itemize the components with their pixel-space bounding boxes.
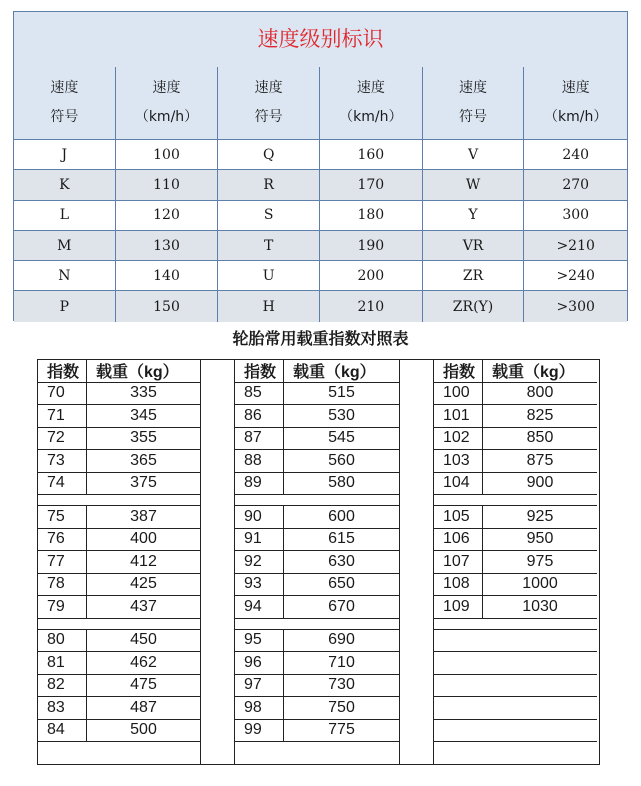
load-index-cell: 106 — [434, 529, 483, 551]
speed-value-cell: 200 — [320, 261, 423, 290]
load-table-row — [38, 473, 200, 496]
load-index-cell: 87 — [235, 428, 284, 450]
load-kg-cell: 437 — [130, 597, 157, 615]
load-index-cell: 71 — [38, 405, 87, 427]
load-table-row — [434, 529, 597, 552]
load-kg-cell: 850 — [526, 429, 554, 447]
load-kg-cell: 487 — [130, 698, 157, 716]
group-separator — [434, 619, 597, 630]
load-index-cell: 104 — [434, 473, 483, 495]
load-index-cell: 78 — [38, 574, 87, 596]
speed-value-cell: 150 — [116, 291, 219, 321]
load-index-cell: 98 — [235, 697, 284, 719]
column-gap — [399, 360, 434, 764]
load-index-cell: 109 — [434, 596, 483, 618]
speed-symbol-cell: V — [423, 140, 525, 169]
load-index-cell: 76 — [38, 529, 87, 551]
load-kg-cell: 690 — [328, 631, 355, 649]
header-index: 指数 — [38, 360, 87, 382]
speed-symbol-cell: N — [14, 261, 116, 290]
load-index-cell: 101 — [434, 405, 483, 427]
group-separator — [235, 619, 399, 630]
load-index-cell: 89 — [235, 473, 284, 495]
speed-symbol-cell: J — [14, 140, 116, 169]
load-kg-cell: 530 — [328, 406, 355, 424]
load-kg-cell: 545 — [328, 429, 355, 447]
speed-symbol-cell: W — [423, 170, 525, 199]
speed-symbol-cell: H — [218, 291, 320, 321]
load-table-header — [38, 360, 200, 383]
load-table-row — [38, 383, 200, 406]
header-line: 速度 — [152, 80, 181, 96]
load-index-cell: 103 — [434, 450, 483, 472]
header-line: 符号 — [50, 109, 79, 125]
load-index-cell: 85 — [235, 383, 284, 405]
speed-value-cell: >240 — [556, 267, 595, 284]
group-separator — [38, 495, 200, 506]
load-table-row — [235, 383, 399, 406]
load-kg-cell: 375 — [130, 474, 157, 492]
load-table-row — [38, 405, 200, 428]
load-index-cell: 83 — [38, 697, 87, 719]
load-kg-cell: 875 — [526, 451, 554, 469]
speed-table-body — [14, 140, 627, 322]
load-table-row — [38, 450, 200, 473]
load-kg-cell: 650 — [328, 575, 355, 593]
load-table-row — [434, 596, 597, 619]
load-index-cell: 73 — [38, 450, 87, 472]
load-kg-cell: 600 — [328, 507, 355, 525]
load-kg-cell: 412 — [130, 552, 157, 570]
load-kg-cell: 750 — [328, 698, 355, 716]
load-index-cell: 75 — [38, 506, 87, 528]
load-table-row — [434, 473, 597, 496]
load-index-cell: 80 — [38, 630, 87, 652]
load-table-row — [434, 720, 597, 743]
load-kg-cell: 975 — [526, 552, 554, 570]
load-table-row — [235, 596, 399, 619]
load-kg-cell: 335 — [130, 384, 157, 402]
load-table-row — [235, 506, 399, 529]
load-kg-cell: 710 — [328, 653, 355, 671]
load-column-group — [38, 360, 200, 764]
load-index-cell: 88 — [235, 450, 284, 472]
load-table-row — [434, 630, 597, 653]
load-index-cell: 97 — [235, 675, 284, 697]
speed-symbol-cell: K — [14, 170, 116, 199]
speed-value-cell: 160 — [320, 140, 423, 169]
load-kg-cell: 400 — [130, 530, 157, 548]
load-table-row — [434, 697, 597, 720]
load-index-cell: 79 — [38, 596, 87, 618]
load-table-row — [235, 574, 399, 597]
load-column-group — [434, 360, 597, 764]
header-speed-symbol — [218, 67, 320, 139]
speed-symbol-cell: ZR(Y) — [423, 291, 525, 321]
header-index: 指数 — [235, 360, 284, 382]
load-index-cell: 102 — [434, 428, 483, 450]
group-separator — [434, 495, 597, 506]
speed-table-row — [14, 291, 627, 321]
load-index-cell: 81 — [38, 652, 87, 674]
group-separator — [235, 495, 399, 506]
load-kg-cell: 475 — [130, 676, 157, 694]
speed-symbol-cell: U — [218, 261, 320, 290]
load-table-row — [235, 720, 399, 743]
header-speed-kmh — [116, 67, 219, 139]
header-index: 指数 — [434, 360, 483, 382]
load-table-row — [434, 450, 597, 473]
speed-value-cell: 270 — [562, 176, 590, 193]
load-table-row — [38, 720, 200, 743]
speed-symbol-cell: M — [14, 231, 116, 260]
speed-value-cell: 240 — [562, 146, 590, 163]
load-index-cell: 100 — [434, 383, 483, 405]
speed-symbol-cell: ZR — [423, 261, 525, 290]
header-load: 载重（kg） — [293, 364, 376, 382]
load-index-cell: 72 — [38, 428, 87, 450]
load-index-cell: 92 — [235, 551, 284, 573]
header-line: （km/h） — [544, 109, 608, 125]
header-line: 速度 — [50, 80, 79, 96]
speed-table-row — [14, 170, 627, 200]
header-line: 速度 — [561, 80, 590, 96]
speed-value-cell: 180 — [320, 201, 423, 230]
load-index-cell: 77 — [38, 551, 87, 573]
load-kg-cell: 355 — [130, 429, 157, 447]
speed-table-row — [14, 261, 627, 291]
speed-symbol-cell: L — [14, 201, 116, 230]
speed-value-cell: >300 — [556, 298, 595, 315]
speed-value-cell: 170 — [320, 170, 423, 199]
speed-value-cell: 130 — [116, 231, 219, 260]
header-speed-symbol — [423, 67, 525, 139]
load-kg-cell: 1000 — [522, 575, 558, 593]
header-line: 速度 — [459, 80, 488, 96]
header-line: 符号 — [254, 109, 283, 125]
load-index-cell: 108 — [434, 574, 483, 596]
speed-value-cell: 110 — [116, 170, 219, 199]
load-table-title: 轮胎常用载重指数对照表 — [232, 329, 409, 348]
speed-symbol-cell: Q — [218, 140, 320, 169]
load-kg-cell: 450 — [130, 631, 157, 649]
speed-value-cell: 300 — [562, 207, 590, 224]
load-kg-cell: 950 — [526, 530, 554, 548]
load-kg-cell: 580 — [328, 474, 355, 492]
load-kg-cell: 825 — [526, 406, 554, 424]
column-gap — [200, 360, 235, 764]
speed-rating-table — [13, 11, 628, 321]
load-index-cell: 105 — [434, 506, 483, 528]
load-index-cell: 95 — [235, 630, 284, 652]
load-table-row — [235, 473, 399, 496]
load-table-row — [434, 506, 597, 529]
load-table-row — [434, 652, 597, 675]
load-index-cell: 70 — [38, 383, 87, 405]
load-kg-cell: 500 — [130, 721, 157, 739]
load-table-row — [235, 675, 399, 698]
speed-symbol-cell: Y — [423, 201, 525, 230]
load-column-group — [235, 360, 399, 764]
load-index-cell: 99 — [235, 720, 284, 742]
load-index-cell: 86 — [235, 405, 284, 427]
load-kg-cell: 925 — [526, 507, 554, 525]
load-table-row — [38, 596, 200, 619]
speed-table-row — [14, 201, 627, 231]
load-table-row — [38, 529, 200, 552]
speed-symbol-cell: S — [218, 201, 320, 230]
load-table-row — [38, 630, 200, 653]
speed-value-cell: 100 — [116, 140, 219, 169]
load-table-row — [434, 551, 597, 574]
load-table-row — [235, 450, 399, 473]
load-kg-cell: 387 — [130, 507, 157, 525]
load-table-row — [38, 551, 200, 574]
load-table-row — [434, 405, 597, 428]
load-kg-cell: 425 — [130, 575, 157, 593]
speed-symbol-cell: T — [218, 231, 320, 260]
load-table-row — [434, 675, 597, 698]
load-kg-cell: 775 — [328, 721, 355, 739]
load-kg-cell: 1030 — [522, 597, 558, 615]
speed-table-row — [14, 140, 627, 170]
load-table-row — [38, 697, 200, 720]
load-kg-cell: 730 — [328, 676, 355, 694]
load-table-row — [434, 428, 597, 451]
load-index-table — [37, 359, 600, 765]
load-kg-cell: 365 — [130, 451, 157, 469]
speed-value-cell: >210 — [556, 237, 595, 254]
load-index-cell: 84 — [38, 720, 87, 742]
load-table-header — [235, 360, 399, 383]
header-speed-symbol — [14, 67, 116, 139]
header-line: 符号 — [459, 109, 488, 125]
load-table-row — [235, 630, 399, 653]
load-index-cell: 93 — [235, 574, 284, 596]
header-load: 载重（kg） — [96, 364, 179, 382]
load-table-row — [434, 383, 597, 406]
load-table-row — [38, 506, 200, 529]
load-index-cell: 90 — [235, 506, 284, 528]
speed-value-cell: 210 — [320, 291, 423, 321]
load-kg-cell: 630 — [328, 552, 355, 570]
header-line: 速度 — [356, 80, 385, 96]
speed-symbol-cell: P — [14, 291, 116, 321]
load-table-row — [38, 675, 200, 698]
load-table-row — [235, 652, 399, 675]
load-table-row — [235, 405, 399, 428]
load-kg-cell: 345 — [130, 406, 157, 424]
load-index-cell: 94 — [235, 596, 284, 618]
load-kg-cell: 615 — [328, 530, 355, 548]
load-kg-cell: 670 — [328, 597, 355, 615]
header-speed-kmh — [320, 67, 423, 139]
load-table-row — [235, 551, 399, 574]
speed-symbol-cell: R — [218, 170, 320, 199]
header-line: （km/h） — [339, 109, 403, 125]
load-index-cell: 74 — [38, 473, 87, 495]
load-table-row — [38, 652, 200, 675]
header-load: 载重（kg） — [492, 364, 575, 382]
load-table-row — [235, 697, 399, 720]
load-kg-cell: 800 — [526, 384, 554, 402]
speed-table-header — [14, 67, 627, 140]
speed-value-cell: 190 — [320, 231, 423, 260]
load-kg-cell: 462 — [130, 653, 157, 671]
load-table-row — [38, 574, 200, 597]
load-table-row — [38, 428, 200, 451]
speed-symbol-cell: VR — [423, 231, 525, 260]
header-line: （km/h） — [134, 109, 199, 125]
speed-table-row — [14, 231, 627, 261]
speed-value-cell: 120 — [116, 201, 219, 230]
group-separator — [38, 619, 200, 630]
speed-value-cell: 140 — [116, 261, 219, 290]
load-kg-cell: 515 — [328, 384, 355, 402]
load-table-row — [434, 574, 597, 597]
load-index-cell: 82 — [38, 675, 87, 697]
speed-table-title: 速度级别标识 — [14, 12, 627, 68]
load-kg-cell: 560 — [328, 451, 355, 469]
load-table-row — [235, 428, 399, 451]
load-index-cell: 107 — [434, 551, 483, 573]
header-speed-kmh — [524, 67, 627, 139]
load-index-cell: 91 — [235, 529, 284, 551]
load-index-cell: 96 — [235, 652, 284, 674]
load-table-row — [235, 529, 399, 552]
header-line: 速度 — [254, 80, 283, 96]
load-table-header — [434, 360, 597, 383]
load-kg-cell: 900 — [526, 474, 554, 492]
